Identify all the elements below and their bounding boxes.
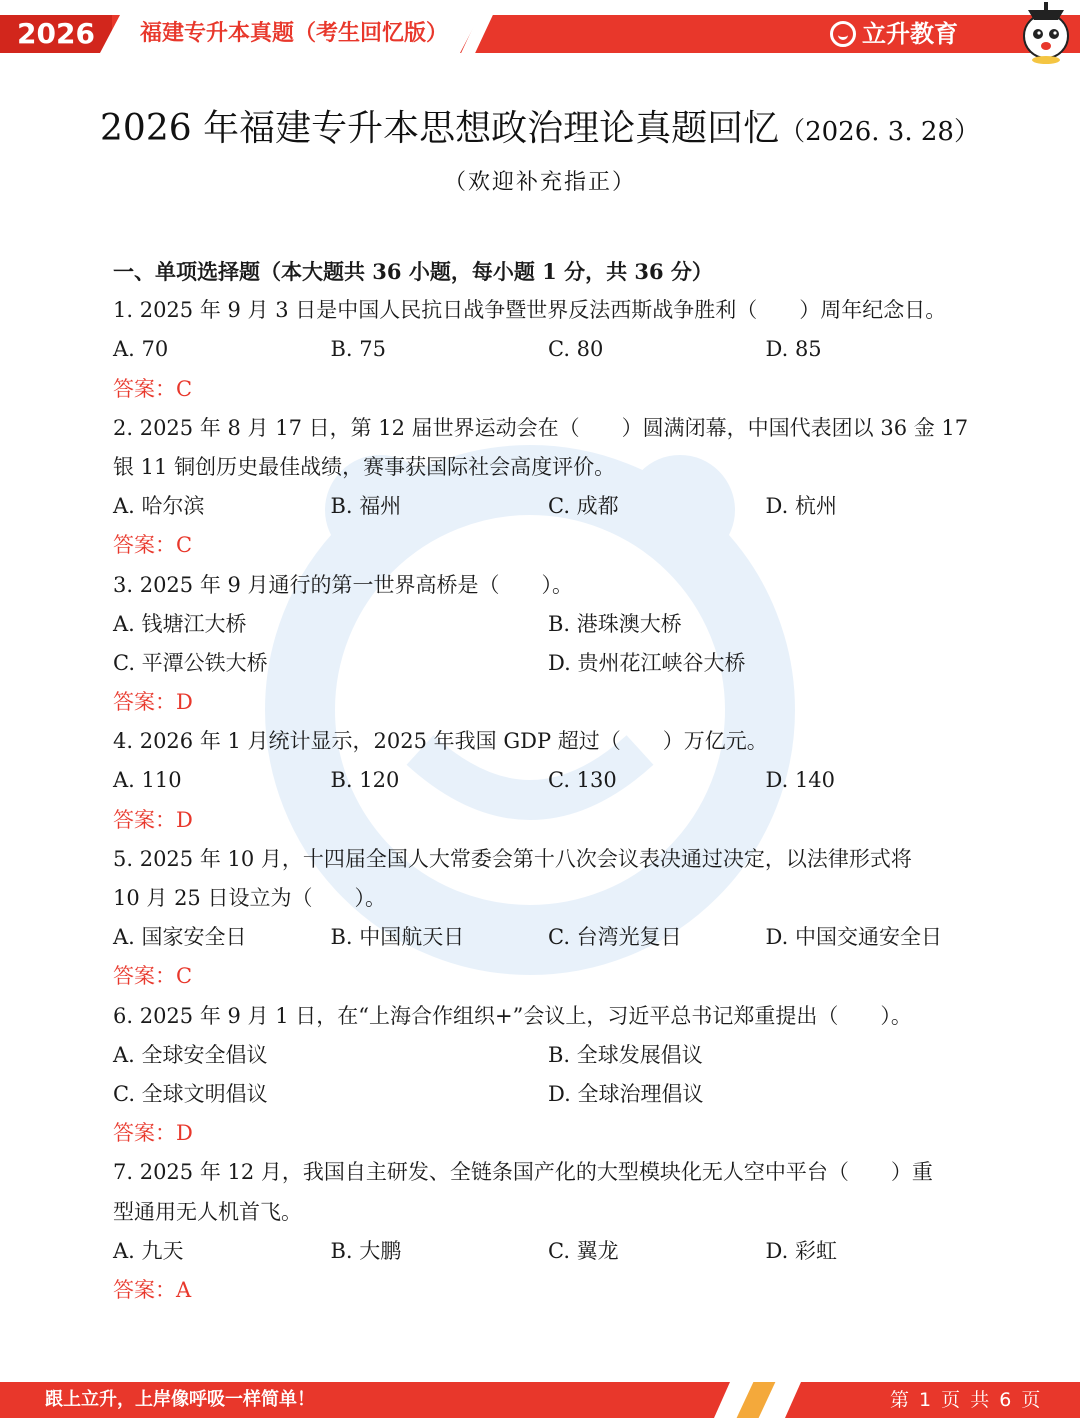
option: D. 85: [765, 337, 822, 362]
answer: 答案：C: [113, 964, 193, 989]
option-row: [113, 761, 983, 800]
brand: [830, 15, 958, 53]
option: C. 平潭公铁大桥: [113, 650, 268, 675]
exam-content: [113, 252, 983, 1310]
option: A. 哈尔滨: [113, 494, 205, 519]
answer: 答案：C: [113, 533, 193, 558]
footer-stripe: [737, 1382, 776, 1418]
option: A. 70: [113, 337, 169, 362]
document-title: [0, 100, 1080, 151]
option-row: [113, 487, 983, 526]
option: A. 国家安全日: [113, 925, 247, 950]
page-number: 第 1 页 共 6 页: [890, 1389, 1043, 1411]
option: D. 全球治理倡议: [548, 1081, 704, 1106]
option-row: [113, 918, 983, 957]
question-stem: 7. 2025 年 12 月，我国自主研发、全链条国产化的大型模块化无人空中平台（ ）重: [113, 1160, 933, 1185]
answer: 答案：D: [113, 807, 193, 832]
option: A. 九天: [113, 1238, 184, 1263]
option: D. 中国交通安全日: [765, 925, 942, 950]
footer-slogan: 跟上立升，上岸像呼吸一样简单！: [45, 1389, 315, 1410]
question-stem-continued: 型通用无人机首飞。: [113, 1199, 302, 1224]
header-title: 福建专升本真题（考生回忆版）: [140, 21, 449, 46]
document-date: （2026. 3. 28）: [779, 117, 980, 147]
brand-name: 立升教育: [862, 20, 958, 48]
question-stem: 1. 2025 年 9 月 3 日是中国人民抗日战争暨世界反法西斯战争胜利（ ）周年纪念日。: [113, 298, 947, 323]
option: D. 彩虹: [765, 1238, 837, 1263]
answer: 答案：D: [113, 1121, 193, 1146]
mascot-icon: [1014, 0, 1074, 64]
answer: 答案：C: [113, 376, 193, 401]
option-row: [113, 605, 983, 644]
question-stem-continued: 银 11 铜创历史最佳战绩，赛事获国际社会高度评价。: [113, 454, 616, 479]
option-row: [113, 330, 983, 369]
question-stem: 6. 2025 年 9 月 1 日，在“上海合作组织+”会议上，习近平总书记郑重提出（ ）。: [113, 1003, 912, 1028]
document-title-text: 2026 年福建专升本思想政治理论真题回忆: [100, 108, 780, 149]
option-row: [113, 1036, 983, 1075]
option: C. 80: [548, 337, 604, 362]
option: A. 钱塘江大桥: [113, 611, 247, 636]
option: C. 130: [548, 768, 617, 793]
question-stem: 5. 2025 年 10 月，十四届全国人大常委会第十八次会议表决通过决定，以法律形式将: [113, 846, 912, 871]
question-stem-continued: 10 月 25 日设立为（ ）。: [113, 886, 386, 910]
section-heading: 一、单项选择题（本大题共 36 小题，每小题 1 分，共 36 分）: [113, 259, 713, 284]
option: D. 140: [765, 768, 836, 793]
header-banner: [0, 0, 1080, 70]
option: A. 全球安全倡议: [113, 1042, 268, 1067]
option: B. 全球发展倡议: [548, 1042, 703, 1067]
option: C. 台湾光复日: [548, 925, 682, 950]
option: C. 成都: [548, 494, 619, 519]
option: C. 全球文明倡议: [113, 1081, 268, 1106]
question-stem: 2. 2025 年 8 月 17 日，第 12 届世界运动会在（ ）圆满闭幕，中国代表团以 36 金 17: [113, 415, 969, 440]
question-stem: 3. 2025 年 9 月通行的第一世界高桥是（ ）。: [113, 572, 574, 597]
header-year: 2026: [0, 15, 112, 53]
option-row: [113, 644, 983, 683]
option: C. 翼龙: [548, 1238, 619, 1263]
option: B. 港珠澳大桥: [548, 611, 682, 636]
option: A. 110: [113, 768, 182, 793]
question-stem: 4. 2026 年 1 月统计显示，2025 年我国 GDP 超过（ ）万亿元。: [113, 729, 768, 754]
answer: 答案：D: [113, 690, 193, 715]
option: B. 福州: [330, 494, 402, 519]
document-subtitle: （欢迎补充指正）: [443, 170, 636, 195]
option-row: [113, 1075, 983, 1114]
option: B. 中国航天日: [330, 925, 465, 950]
option: B. 大鹏: [330, 1238, 402, 1263]
option: B. 75: [330, 337, 387, 362]
option: D. 贵州花江峡谷大桥: [548, 650, 746, 675]
answer: 答案：A: [113, 1277, 192, 1302]
option-row: [113, 1232, 983, 1271]
brand-logo-icon: [830, 21, 856, 47]
option: B. 120: [330, 768, 400, 793]
option: D. 杭州: [765, 494, 837, 519]
footer-banner: [0, 1382, 1080, 1418]
